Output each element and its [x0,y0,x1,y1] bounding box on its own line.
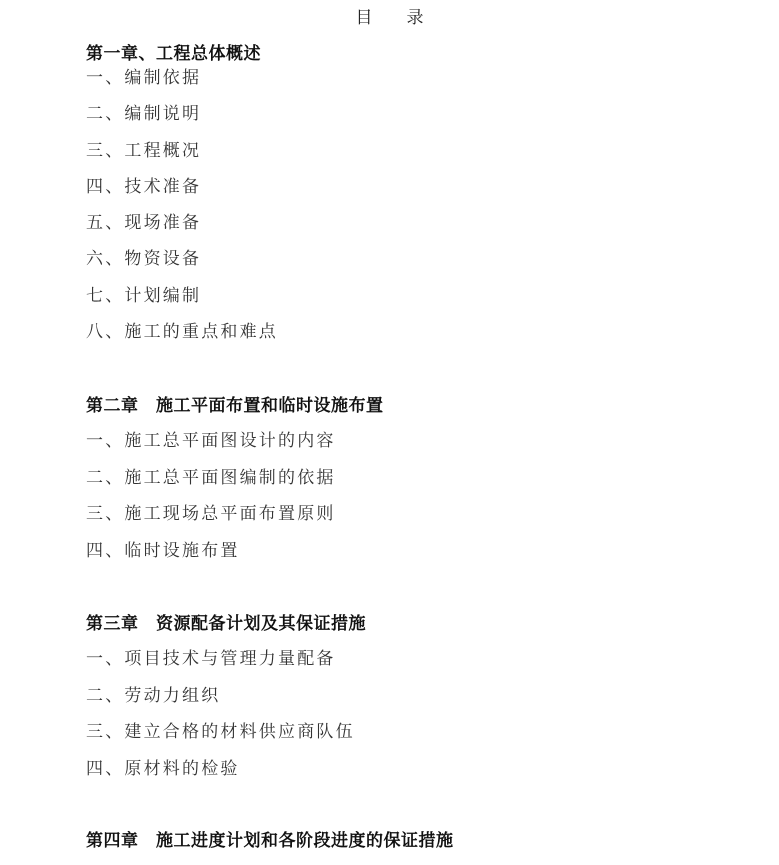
chapter-title: 第三章 资源配备计划及其保证措施 [86,614,366,634]
toc-item: 七、计划编制 [86,285,202,306]
chapter-3 [86,612,766,793]
toc-item: 一、项目技术与管理力量配备 [86,649,336,669]
chapter-2 [86,394,766,575]
toc-item: 六、物资设备 [86,249,202,270]
chapter-item-list [86,429,766,563]
toc-item: 二、编制说明 [86,104,202,125]
chapter-title: 第二章 施工平面布置和临时设施布置 [86,396,384,416]
toc-item: 一、施工总平面图设计的内容 [86,431,336,451]
toc-item: 四、临时设施布置 [86,540,240,561]
chapter-item-list [86,66,766,344]
toc-item: 三、工程概况 [86,140,202,161]
chapter-title: 第四章 施工进度计划和各阶段进度的保证措施 [86,831,454,851]
toc-item: 二、劳动力组织 [86,685,221,706]
toc-item: 三、建立合格的材料供应商队伍 [86,722,355,742]
toc-item: 三、施工现场总平面布置原则 [86,504,336,524]
toc-item: 四、原材料的检验 [86,758,240,779]
toc-item: 四、技术准备 [86,176,202,197]
chapter-title: 第一章、工程总体概述 [86,44,261,64]
toc-item: 八、施工的重点和难点 [86,322,278,343]
toc-item: 五、现场准备 [86,213,202,234]
toc-item: 一、编制依据 [86,68,202,88]
chapter-item-list [86,647,766,781]
chapter-4 [86,829,766,853]
chapter-1 [86,42,766,356]
toc-item: 二、施工总平面图编制的依据 [86,467,336,488]
toc-title: 目录 [355,8,458,28]
